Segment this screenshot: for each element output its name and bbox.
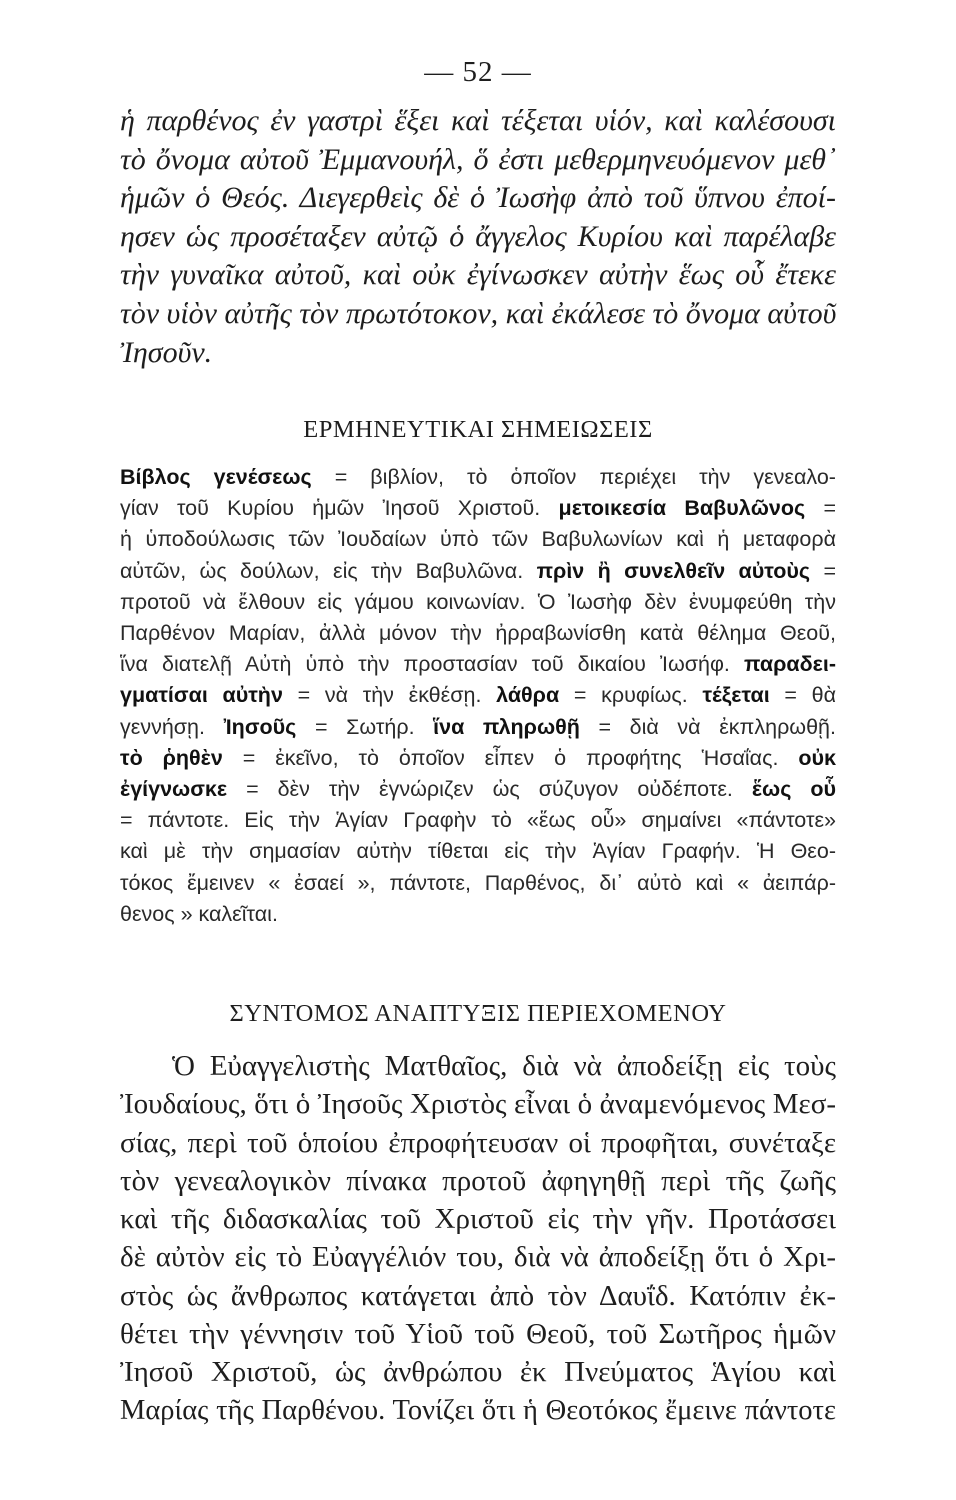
notes-line: θενος » καλεῖται. xyxy=(120,901,278,926)
note-text: γίαν τοῦ Κυρίου ἡμῶν Ἰησοῦ Χριστοῦ. xyxy=(120,496,541,521)
note-text: = ἐκεῖνο, τὸ ὁποῖον εἶπεν ὁ προφήτης Ἡσαΐας. xyxy=(242,745,779,770)
note-term: ἵνα πληρωθῇ xyxy=(433,714,580,739)
note-text: = xyxy=(823,496,837,521)
summary-line: καὶ τῆς διδασκαλίας τοῦ Χριστοῦ εἰς τὴν γῆν. Προτάσσει xyxy=(120,1203,836,1236)
note-term: λάθρα xyxy=(496,683,560,708)
note-text: γεννήσῃ. xyxy=(120,714,205,739)
page-number: — 52 — xyxy=(424,56,532,88)
verse-line: ἡμῶν ὁ Θεός. Διεγερθεὶς δὲ ὁ Ἰωσὴφ ἀπὸ τοῦ ὕπνου ἐποί- xyxy=(120,181,836,215)
note-term: τέξεται xyxy=(702,683,770,708)
note-text: = νὰ τὴν ἐκθέσῃ. xyxy=(297,683,482,708)
summary-line: Ἰουδαίους, ὅτι ὁ Ἰησοῦς Χριστὸς εἶναι ὁ ἀναμενόμενος Μεσ- xyxy=(120,1088,836,1121)
note-text: = κρυφίως. xyxy=(573,683,688,708)
verse-line: Ἰησοῦν. xyxy=(120,335,213,369)
summary-line: Ἰησοῦ Χριστοῦ, ὡς ἀνθρώπου ἐκ Πνεύματος Ἁγίου καὶ xyxy=(120,1356,836,1389)
notes-line: τόκος ἔμεινεν « ἐσαεί », πάντοτε, Παρθένος, δι᾽ αὐτὸ καὶ « ἀειπάρ- xyxy=(120,870,836,895)
summary-heading: ΣΥΝΤΟΜΟΣ ΑΝΑΠΤΥΞΙΣ ΠΕΡΙΕΧΟΜΕΝΟΥ xyxy=(229,1000,727,1027)
notes-line xyxy=(120,462,836,493)
verse-line: τὴν γυναῖκα αὐτοῦ, καὶ οὐκ ἐγίνωσκεν αὐτὴν ἕως οὗ ἔτεκε xyxy=(120,258,836,292)
notes-line xyxy=(120,493,836,524)
explanatory-notes xyxy=(120,462,836,930)
content-summary xyxy=(120,1047,836,1430)
notes-line xyxy=(120,680,836,711)
notes-line: ἡ ὑποδούλωσις τῶν Ἰουδαίων ὑπὸ τῶν Βαβυλωνίων καὶ ἡ μεταφορὰ xyxy=(120,527,836,552)
note-term: πρὶν ἢ συνελθεῖν αὐτοὺς xyxy=(536,558,811,583)
scripture-passage xyxy=(120,102,836,372)
note-text: = διὰ νὰ ἐκπληρωθῇ. xyxy=(598,714,836,739)
note-term: Ἰησοῦς xyxy=(223,714,297,739)
note-text: = xyxy=(823,558,836,583)
notes-heading: ΕΡΜΗΝΕΥΤΙΚΑΙ ΣΗΜΕΙΩΣΕΙΣ xyxy=(303,416,653,443)
notes-line: προτοῦ νὰ ἔλθουν εἰς γάμου κοινωνίαν. Ὁ Ἰωσὴφ δὲν ἐνυμφεύθη τὴν xyxy=(120,589,836,614)
summary-line: θέτει τὴν γέννησιν τοῦ Υἱοῦ τοῦ Θεοῦ, τοῦ Σωτῆρος ἡμῶν xyxy=(120,1318,836,1351)
summary-line: δὲ αὐτὸν εἰς τὸ Εὐαγγέλιόν του, διὰ νὰ ἀποδείξῃ ὅτι ὁ Χρι- xyxy=(120,1241,836,1274)
summary-line: τὸν γενεαλογικὸν πίνακα προτοῦ ἀφηγηθῇ περὶ τῆς ζωῆς xyxy=(120,1164,836,1197)
notes-line xyxy=(120,712,836,743)
notes-line: = πάντοτε. Εἰς τὴν Ἁγίαν Γραφὴν τὸ «ἕως οὗ» σημαίνει «πάντοτε» xyxy=(120,808,836,833)
summary-line: Μαρίας τῆς Παρθένου. Τονίζει ὅτι ἡ Θεοτόκος ἔμεινε πάντοτε xyxy=(120,1394,836,1426)
note-text: αὐτῶν, ὡς δούλων, εἰς τὴν Βαβυλῶνα. xyxy=(120,558,524,583)
note-term: γματίσαι αὐτὴν xyxy=(120,683,283,708)
notes-line xyxy=(120,774,836,805)
summary-line: σίας, περὶ τοῦ ὁποίου ἐπροφήτευσαν οἱ προφῆται, συνέταξε xyxy=(120,1126,836,1159)
note-text: = θὰ xyxy=(784,683,837,708)
summary-line: στὸς ὡς ἄνθρωπος κατάγεται ἀπὸ τὸν Δαυΐδ. Κατόπιν ἐκ- xyxy=(120,1279,836,1312)
verse-line: τὸν υἱὸν αὐτῆς τὸν πρωτότοκον, καὶ ἐκάλεσε τὸ ὄνομα αὐτοῦ xyxy=(120,296,837,330)
note-text: = Σωτήρ. xyxy=(314,714,415,739)
verse-line: ἡ παρθένος ἐν γαστρὶ ἕξει καὶ τέξεται υἱόν, καὶ καλέσουσι xyxy=(120,104,836,137)
note-term: ἕως οὗ xyxy=(751,777,836,802)
note-term: ἐγίγνωσκε xyxy=(120,777,228,802)
verse-line: ησεν ὡς προσέταξεν αὐτῷ ὁ ἄγγελος Κυρίου καὶ παρέλαβε xyxy=(120,219,836,253)
notes-line: καὶ μὲ τὴν σημασίαν αὐτὴν τίθεται εἰς τὴν Ἁγίαν Γραφήν. Ἡ Θεο- xyxy=(120,839,836,864)
summary-line: Ὁ Εὐαγγελιστὴς Ματθαῖος, διὰ νὰ ἀποδείξῃ εἰς τοὺς xyxy=(172,1050,836,1082)
note-term: τὸ ῥηθὲν xyxy=(120,745,223,770)
notes-line xyxy=(120,743,836,774)
verse-line: τὸ ὄνομα αὐτοῦ Ἐμμανουήλ, ὅ ἐστι μεθερμηνευόμενον μεθ᾽ xyxy=(120,142,836,176)
note-text: = βιβλίον, τὸ ὁποῖον περιέχει τὴν γενεαλο- xyxy=(334,465,836,489)
notes-line: Παρθένον Μαρίαν, ἀλλὰ μόνον τὴν ἠρραβωνίσθη κατὰ θέλημα Θεοῦ, xyxy=(120,621,836,646)
note-text: ἵνα διατελῇ Αὐτὴ ὑπὸ τὴν προστασίαν τοῦ δικαίου Ἰωσήφ. xyxy=(120,652,730,677)
note-term: παραδει- xyxy=(744,652,836,677)
notes-line xyxy=(120,649,836,680)
note-term: μετοικεσία Βαβυλῶνος xyxy=(558,496,806,521)
note-term: Βίβλος γενέσεως xyxy=(120,465,312,489)
note-term: οὐκ xyxy=(798,745,836,770)
notes-line xyxy=(120,556,836,587)
note-text: = δὲν τὴν ἐγνώριζεν ὡς σύζυγον οὐδέποτε. xyxy=(246,777,733,802)
